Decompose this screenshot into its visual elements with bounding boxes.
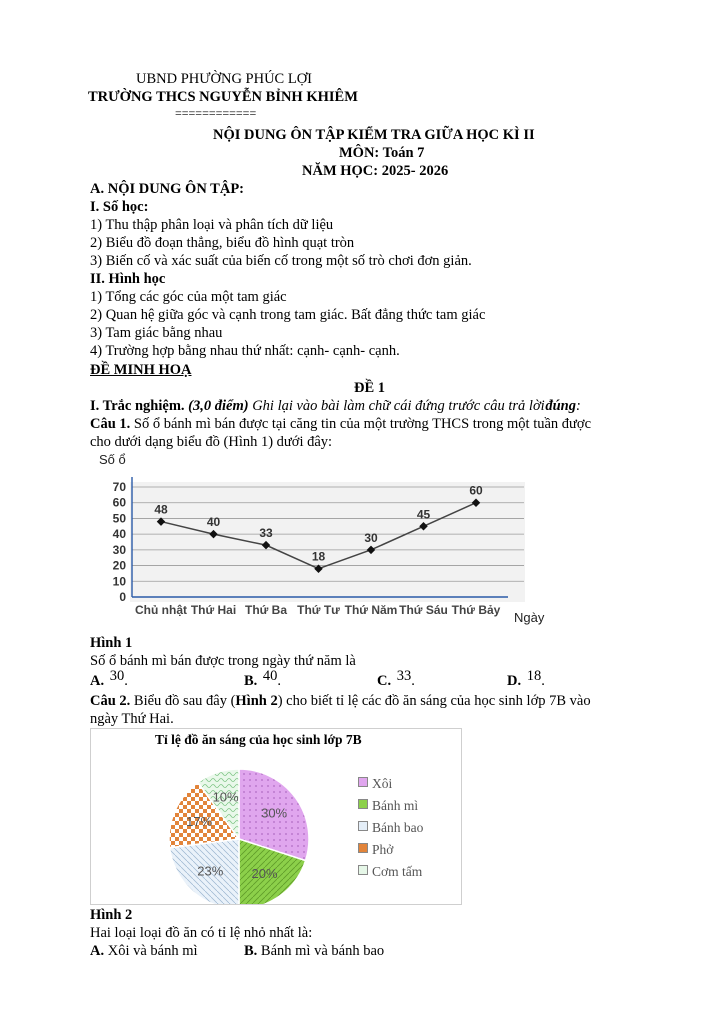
data-label: 60 — [469, 483, 483, 498]
line-chart-xticks — [135, 603, 501, 617]
y-tick-label: 0 — [119, 590, 126, 604]
q2-text-line2: ngày Thứ Hai. — [90, 711, 174, 727]
option-value: 33 — [396, 668, 412, 684]
x-tick-label: Chủ nhật — [135, 603, 187, 617]
y-tick-label: 30 — [112, 542, 126, 557]
option-text: Bánh mì và bánh bao — [260, 943, 385, 959]
legend-label: Xôi — [372, 776, 393, 791]
option-letter: B. — [244, 943, 258, 959]
q2-text-line1 — [90, 692, 591, 710]
geometry-heading: II. Hình học — [90, 271, 166, 287]
legend-item-xoi — [358, 775, 392, 793]
section-colon: : — [575, 398, 581, 414]
x-tick-label: Thứ Bảy — [451, 603, 501, 617]
q2-text-part: ) cho biết tỉ lệ các đồ ăn sáng của học sinh lớp 7B vào — [277, 693, 591, 709]
q1-label: Câu 1. — [90, 416, 131, 432]
legend-swatch — [358, 843, 368, 853]
pie-chart-title: Tỉ lệ đồ ăn sáng của học sinh lớp 7B — [155, 732, 362, 747]
q1-text-line1 — [90, 415, 591, 433]
section-emphasis: đúng — [545, 398, 576, 414]
data-label: 30 — [364, 530, 378, 545]
option-value: 40 — [262, 668, 278, 684]
section-instruction: Ghi lại vào bài làm chữ cái đứng trước câu trả lời — [252, 398, 545, 414]
legend-item-banh-bao — [358, 819, 423, 837]
geometry-item: 3) Tam giác bằng nhau — [90, 325, 223, 341]
y-tick-label: 10 — [112, 574, 126, 589]
option-dot: . — [411, 673, 415, 689]
q1-option-b[interactable] — [244, 668, 282, 690]
y-tick-label: 50 — [112, 511, 126, 526]
geometry-item: 2) Quan hệ giữa góc và cạnh trong tam giác. Bất đẳng thức tam giác — [90, 307, 486, 323]
option-text: Xôi và bánh mì — [107, 943, 198, 959]
q1-option-d[interactable] — [507, 668, 545, 690]
q2-label: Câu 2. — [90, 693, 131, 709]
q2-question: Hai loại loại đồ ăn có tỉ lệ nhỏ nhất là: — [90, 925, 313, 941]
legend-item-pho — [358, 841, 393, 859]
data-label: 48 — [154, 502, 168, 517]
q1-option-c[interactable] — [377, 668, 415, 690]
legend-label: Cơm tấm — [372, 864, 423, 879]
option-value: 18 — [526, 668, 542, 684]
authority-name: UBND PHƯỜNG PHÚC LỢI — [136, 71, 312, 87]
school-name: TRƯỜNG THCS NGUYỄN BỈNH KHIÊM — [88, 89, 358, 105]
x-tick-label: Thứ Ba — [244, 603, 288, 617]
q2-figure-ref: Hình 2 — [235, 693, 278, 709]
q2-text-part: Biểu đồ sau đây ( — [133, 693, 236, 709]
q1-question: Số ổ bánh mì bán được trong ngày thứ năm là — [90, 653, 356, 669]
legend-item-banh-mi — [358, 797, 418, 815]
line-chart-yticks — [113, 480, 127, 604]
document-title: NỘI DUNG ÔN TẬP KIỂM TRA GIỮA HỌC KÌ II — [213, 127, 535, 143]
legend-label: Bánh bao — [372, 820, 424, 835]
pie-chart-frame — [90, 728, 462, 905]
data-label: 18 — [311, 549, 326, 564]
y-tick-label: 20 — [112, 558, 126, 573]
section-points: (3,0 điểm) — [188, 398, 249, 414]
option-dot: . — [541, 673, 545, 689]
algebra-item: 3) Biến cố và xác suất của biến cố trong một số trò chơi đơn giản. — [90, 253, 472, 269]
q2-option-b[interactable] — [244, 942, 384, 960]
legend-swatch — [358, 777, 368, 787]
pie-slices — [169, 769, 309, 904]
header-divider: ============ — [175, 106, 257, 120]
pie-label: 23% — [197, 863, 224, 879]
line-chart-plot-area — [130, 482, 525, 602]
q1-text: Số ổ bánh mì bán được tại căng tin của một trường THCS trong một tuần được — [133, 416, 592, 432]
y-tick-label: 60 — [112, 495, 126, 510]
section-instruction-line — [90, 397, 581, 415]
option-letter: D. — [507, 673, 522, 689]
legend-swatch — [358, 799, 368, 809]
figure2-caption: Hình 2 — [90, 907, 133, 923]
line-chart-xlabel: Ngày — [514, 610, 545, 625]
pie-label: 17% — [186, 813, 213, 829]
y-tick-label: 70 — [112, 480, 126, 494]
pie-label: 20% — [251, 866, 278, 882]
line-chart-ylabel: Số ổ — [99, 452, 126, 467]
q1-text-line2: cho dưới dạng biểu đồ (Hình 1) dưới đây: — [90, 434, 333, 450]
option-letter: C. — [377, 673, 392, 689]
option-letter: A. — [90, 943, 105, 959]
option-letter: A. — [90, 673, 105, 689]
geometry-item: 4) Trường hợp bằng nhau thứ nhất: cạnh- cạnh- cạnh. — [90, 343, 400, 359]
review-heading: A. NỘI DUNG ÔN TẬP: — [90, 181, 244, 197]
data-label: 40 — [206, 515, 221, 530]
algebra-heading: I. Số học: — [90, 199, 149, 215]
x-tick-label: Thứ Tư — [297, 603, 340, 617]
legend-item-com-tam — [358, 863, 422, 881]
option-letter: B. — [244, 673, 258, 689]
line-chart — [88, 452, 558, 632]
pie-label: 30% — [261, 805, 288, 821]
sample-exam-heading: ĐỀ MINH HOẠ — [90, 362, 192, 378]
algebra-item: 1) Thu thập phân loại và phân tích dữ liệu — [90, 217, 334, 233]
exam-number: ĐỀ 1 — [354, 380, 386, 396]
geometry-item: 1) Tổng các góc của một tam giác — [90, 289, 287, 305]
data-label: 33 — [259, 526, 273, 541]
q1-option-a[interactable] — [90, 668, 128, 690]
option-value: 30 — [109, 668, 125, 684]
y-tick-label: 40 — [112, 527, 126, 542]
x-tick-label: Thứ Sáu — [399, 603, 448, 617]
algebra-item: 2) Biểu đồ đoạn thẳng, biểu đồ hình quạt tròn — [90, 235, 355, 251]
legend-swatch — [358, 865, 368, 875]
x-tick-label: Thứ Hai — [190, 603, 237, 617]
legend-label: Phở — [372, 842, 394, 857]
school-year: NĂM HỌC: 2025- 2026 — [302, 163, 449, 179]
subject-line: MÔN: Toán 7 — [339, 145, 425, 161]
section-label: I. Trắc nghiệm. — [90, 398, 185, 414]
legend-swatch — [358, 821, 368, 831]
figure1-caption: Hình 1 — [90, 635, 133, 651]
x-tick-label: Thứ Năm — [344, 603, 398, 617]
pie-label: 10% — [212, 789, 239, 805]
option-dot: . — [124, 673, 128, 689]
data-label: 45 — [416, 507, 431, 522]
q2-option-a[interactable] — [90, 942, 198, 960]
legend-label: Bánh mì — [372, 798, 419, 813]
option-dot: . — [277, 673, 282, 689]
